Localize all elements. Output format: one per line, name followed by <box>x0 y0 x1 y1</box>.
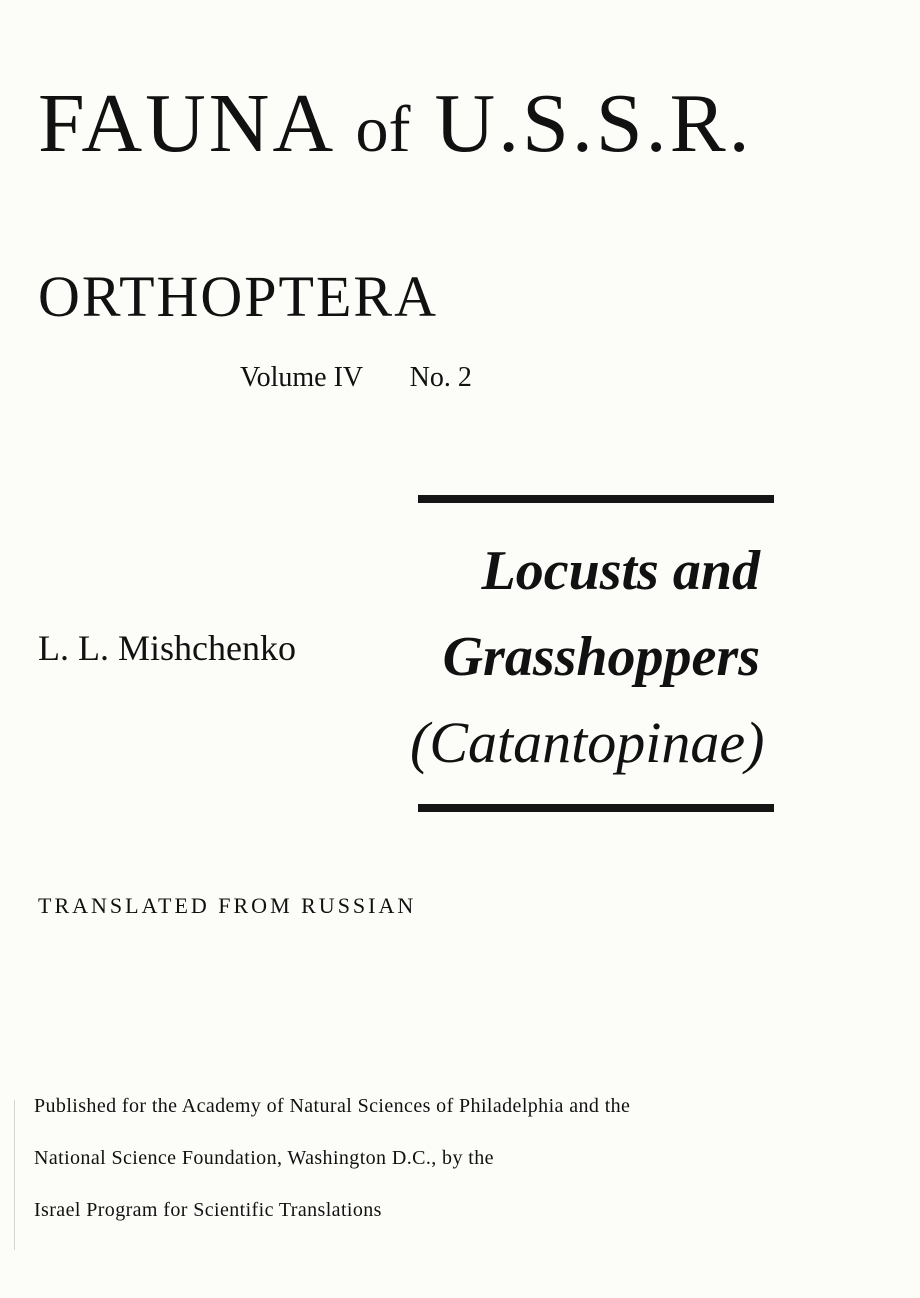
subject-title <box>410 528 765 786</box>
series-title <box>38 77 753 170</box>
author-name: L. L. Mishchenko <box>38 628 296 668</box>
publisher-line: National Science Foundation, Washington D.C., by the <box>34 1147 494 1169</box>
issue-number: No. 2 <box>409 362 472 393</box>
publisher-line: Israel Program for Scientific Translations <box>34 1199 382 1221</box>
series-title-region: U.S.S.R. <box>434 77 753 170</box>
bottom-rule <box>418 804 774 812</box>
translated-note: TRANSLATED FROM RUSSIAN <box>38 893 417 918</box>
subject-line: Locusts and <box>481 540 760 602</box>
series-title-main: FAUNA <box>38 77 332 170</box>
volume-number: Volume IV <box>240 362 363 393</box>
subject-line: (Catantopinae) <box>410 710 765 775</box>
publisher-line: Published for the Academy of Natural Sciences of Philadelphia and the <box>34 1095 631 1117</box>
page-edge-shadow <box>0 1100 15 1250</box>
publisher-block <box>34 1080 630 1236</box>
subject-line: Grasshoppers <box>442 626 760 688</box>
top-rule <box>418 495 774 503</box>
series-title-of: of <box>355 93 411 166</box>
volume-info <box>240 364 472 392</box>
order-title: ORTHOPTERA <box>38 264 438 329</box>
